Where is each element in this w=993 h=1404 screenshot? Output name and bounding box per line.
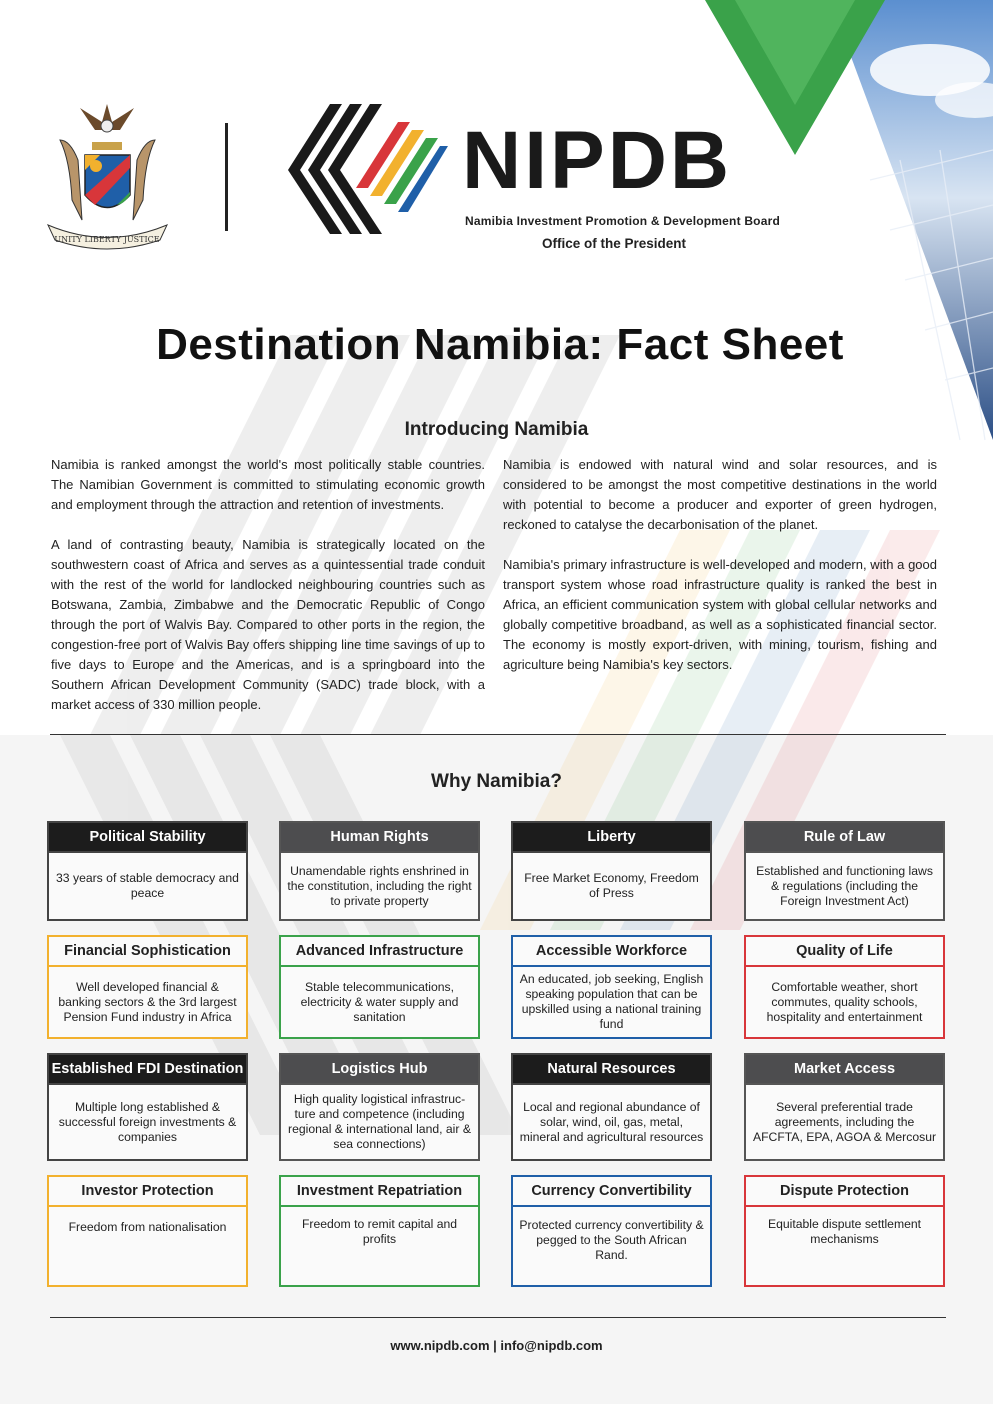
fact-card-title: Advanced Infrastructure — [281, 937, 478, 967]
nipdb-stripes-logo-icon — [288, 104, 448, 234]
fact-card-body: Equitable dispute settlement mechanisms — [767, 1217, 922, 1246]
brand-name: NIPDB — [462, 115, 733, 206]
fact-card-investor-protection — [47, 1175, 248, 1287]
fact-card-body: Multiple long established & successful foreign investments & companies — [58, 1099, 237, 1144]
brand-subtitle: Namibia Investment Promotion & Development Board — [465, 214, 780, 228]
fact-card-investment-repatriation — [279, 1175, 480, 1287]
brand-office: Office of the President — [542, 236, 687, 251]
fact-card-title: Rule of Law — [746, 823, 943, 853]
fact-card-body: Established and functioning laws & regulations (including the Foreign Investment Act) — [756, 863, 933, 908]
fact-card-body: Local and regional abundance of solar, wind, oil, gas, metal, mineral and agricultural resources — [519, 1099, 704, 1144]
fact-card-body: An educated, job seeking, English speaking population that can be upskilled using a national training fund — [519, 972, 704, 1031]
fact-card-natural-resources — [511, 1053, 712, 1161]
fact-card-body: Freedom from nationalisation — [68, 1219, 227, 1234]
fact-card-body: Well developed financial & banking sectors & the 3rd largest Pension Fund industry in Africa — [58, 979, 237, 1024]
fact-card-market-access — [744, 1053, 945, 1161]
fact-card-advanced-infrastructure — [279, 935, 480, 1039]
fact-card-body: 33 years of stable democracy and peace — [56, 871, 239, 900]
fact-card-title: Logistics Hub — [281, 1055, 478, 1085]
fact-card-title: Accessible Workforce — [513, 937, 710, 967]
fact-card-body: Free Market Economy, Freedom of Press — [524, 871, 699, 900]
fact-card-title: Quality of Life — [746, 937, 943, 967]
fact-card-title: Liberty — [513, 823, 710, 853]
fact-card-title: Investment Repatriation — [281, 1177, 478, 1207]
fact-card-title: Financial Sophistication — [49, 937, 246, 967]
fact-card-liberty — [511, 821, 712, 921]
intro-paragraph: Namibia is ranked amongst the world's most politically stable countries. The Namibian Government is committed to stimulating economic growth and employment through the attraction and retention of investments. — [51, 457, 485, 512]
intro-paragraph: Namibia's primary infrastructure is well-developed and modern, with a good transport system whose road infrastructure quality is ranked the best in Africa, an efficient communication system with global cellular networks and globally competitive broadband, as well as a sophisticated financial sector. The economy is mostly export-driven, with mining, tourism, fishing and agriculture being Namibia's key sectors. — [503, 557, 937, 672]
fact-card-title: Currency Convertibility — [513, 1177, 710, 1207]
fact-card-title: Political Stability — [49, 823, 246, 853]
fact-card-accessible-workforce — [511, 935, 712, 1039]
fact-card-body: Several preferential trade agreements, including the AFCFTA, EPA, AGOA & Mercosur — [752, 1099, 937, 1144]
fact-card-body: Protected currency convertibility & pegged to the South African Rand. — [519, 1217, 704, 1262]
fact-card-dispute-protection — [744, 1175, 945, 1287]
coat-motto: UNITY LIBERTY JUSTICE — [54, 235, 160, 244]
fact-card-quality-of-life — [744, 935, 945, 1039]
fact-card-established-fdi-destination — [47, 1053, 248, 1161]
intro-paragraph: Namibia is endowed with natural wind and solar resources, and is considered to be amongst the most competitive destinations in the world with potential to become a producer and exporter of green hydrogen, reckoned to catalyse the decarbonisation of the planet. — [503, 457, 937, 532]
fact-card-title: Established FDI Destination — [49, 1055, 246, 1085]
section-divider — [50, 734, 946, 735]
intro-paragraph: A land of contrasting beauty, Namibia is strategically located on the southwestern coast of Africa and serves as a quintessential trade conduit with the rest of the world for landlocked neighbouring countries such as Botswana, Zambia, Zimbabwe and the Democratic Republic of Congo through the port of Walvis Bay. Compared to other ports in the region, the congestion-free port of Walvis Bay offers shipping line time savings of up to five days to Europe and the Americas, and is a springboard into the Southern African Development Community (SADC) trade block, with a market access of 330 million people. — [51, 537, 485, 712]
page-title: Destination Namibia: Fact Sheet — [156, 320, 844, 369]
intro-right-column — [503, 455, 937, 695]
fact-card-rule-of-law — [744, 821, 945, 921]
fact-card-logistics-hub — [279, 1053, 480, 1161]
why-heading: Why Namibia? — [431, 771, 562, 792]
fact-card-body: Unamendable rights enshrined in the constitution, including the right to private property — [287, 863, 472, 908]
fact-card-body: Stable telecommunications, electricity & water supply and sanitation — [300, 979, 459, 1024]
intro-heading: Introducing Namibia — [404, 419, 589, 440]
fact-card-body: Comfortable weather, short commutes, quality schools, hospitality and entertainment — [766, 979, 923, 1024]
fact-card-currency-convertibility — [511, 1175, 712, 1287]
fact-card-title: Investor Protection — [49, 1177, 246, 1207]
footer-contact[interactable]: www.nipdb.com | info@nipdb.com — [390, 1338, 603, 1353]
fact-card-body: Freedom to remit capital and profits — [301, 1217, 458, 1246]
fact-card-body: High quality logistical infrastruc-ture and competence (including regional & international land, air & sea connections) — [288, 1092, 471, 1151]
coat-of-arms-icon — [40, 100, 175, 250]
footer-divider — [50, 1317, 946, 1318]
fact-card-financial-sophistication — [47, 935, 248, 1039]
fact-card-human-rights — [279, 821, 480, 921]
intro-left-column — [51, 455, 485, 735]
fact-card-title: Market Access — [746, 1055, 943, 1085]
header-divider — [225, 123, 228, 231]
fact-card-title: Natural Resources — [513, 1055, 710, 1085]
fact-card-political-stability — [47, 821, 248, 921]
fact-card-title: Dispute Protection — [746, 1177, 943, 1207]
fact-card-title: Human Rights — [281, 823, 478, 853]
